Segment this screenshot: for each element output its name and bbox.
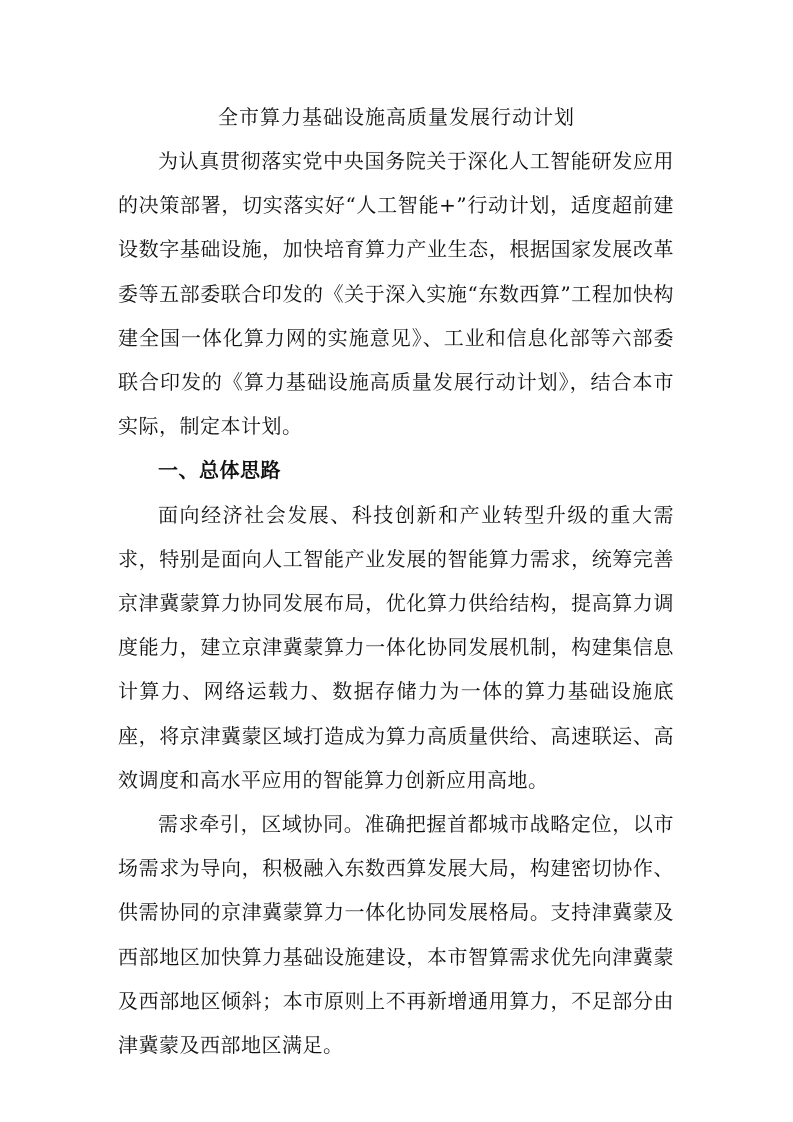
intro-paragraph: 为认真贯彻落实党中央国务院关于深化人工智能研发应用的决策部署，切实落实好“人工智能+”行动计划，适度超前建设数字基础设施，加快培育算力产业生态，根据国家发展改革委等五部委联合印发的《关于深入实施“东数西算”工程加快构建全国一体化算力网的实施意见》、工业和信息化部等六部委联合印发的《算力基础设施高质量发展行动计划》，结合本市实际，制定本计划。: [118, 149, 674, 439]
document-body: [118, 139, 674, 1067]
section-paragraph: 需求牵引，区域协同。准确把握首都城市战略定位，以市场需求为导向，积极融入东数西算发展大局，构建密切协作、供需协同的京津冀蒙算力一体化协同发展格局。支持津冀蒙及西部地区加快算力基础设施建设，本市智算需求优先向津冀蒙及西部地区倾斜；本市原则上不再新增通用算力，不足部分由津冀蒙及西部地区满足。: [118, 812, 674, 1058]
section-paragraph: 面向经济社会发展、科技创新和产业转型升级的重大需求，特别是面向人工智能产业发展的智能算力需求，统筹完善京津冀蒙算力协同发展布局，优化算力供给结构，提高算力调度能力，建立京津冀蒙算力一体化协同发展机制，构建集信息计算力、网络运载力、数据存储力为一体的算力基础设施底座，将京津冀蒙区域打造成为算力高质量供给、高速联运、高效调度和高水平应用的智能算力创新应用高地。: [118, 502, 674, 792]
document-title: 全市算力基础设施高质量发展行动计划: [218, 105, 575, 129]
section-heading-overall-approach: 一、总体思路: [158, 458, 281, 483]
